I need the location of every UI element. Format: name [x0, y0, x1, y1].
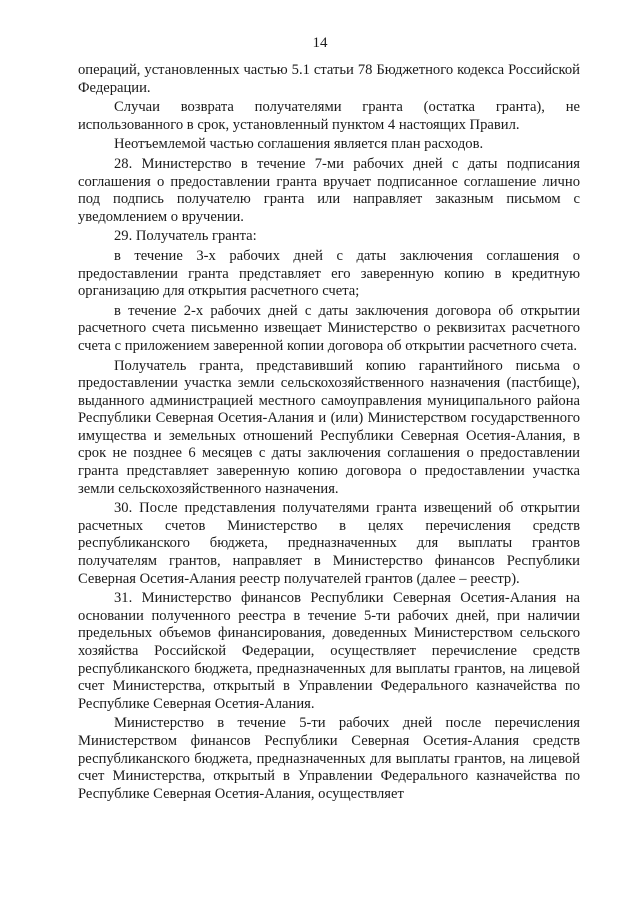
paragraph: 28. Министерство в течение 7-ми рабочих дней с даты подписания соглашения о предоставлении гранта вручает подписанное соглашение лично под подпись получателю гранта или направляет заказным письмом с уведомлением о вручении.	[78, 155, 580, 225]
paragraph: Министерство в течение 5-ти рабочих дней после перечисления Министерством финансов Республики Северная Осетия-Алания средств республиканского бюджета, предназначенных для выплаты грантов, на лицевой счет Министерства, открытый в Управлении Федерального казначейства по Республике Северная Осетия-Алания, осуществляет	[78, 715, 580, 802]
paragraph: 29. Получатель гранта:	[114, 228, 257, 245]
paragraph: в течение 3-х рабочих дней с даты заключения соглашения о предоставлении гранта представляет его заверенную копию в кредитную организацию для открытия расчетного счета;	[78, 247, 580, 300]
document-body	[78, 62, 580, 803]
paragraph: Получатель гранта, представивший копию гарантийного письма о предоставлении участка земли сельскохозяйственного назначения (пастбище), выданного администрацией местного самоуправления муниципального района Республики Северная Осетия-Алания и (или) Министерством государственного имущества и земельных отношений Республики Северная Осетия-Алания, в срок не позднее 6 месяцев с даты заключения соглашения о предоставлении гранта представляет заверенную копию договора о предоставлении участка земли сельскохозяйственного назначения.	[78, 357, 580, 497]
paragraph: 31. Министерство финансов Республики Северная Осетия-Алания на основании полученного реестра в течение 5-ти рабочих дней, при наличии предельных объемов финансирования, доведенных Министерством сельского хозяйства Российской Федерации, осуществляет перечисление средств республиканского бюджета, предназначенных для выплаты грантов, на лицевой счет Министерства, открытый в Управлении Федерального казначейства по Республике Северная Осетия-Алания.	[78, 590, 580, 712]
paragraph: 30. После представления получателями гранта извещений об открытии расчетных счетов Министерство в целях перечисления средств республиканского бюджета, предназначенных для выплаты грантов получателям грантов, направляет в Министерство финансов Республики Северная Осетия-Алания реестр получателей грантов (далее – реестр).	[78, 500, 580, 587]
paragraph: Неотъемлемой частью соглашения является план расходов.	[114, 136, 484, 153]
paragraph: Случаи возврата получателями гранта (остатка гранта), не использованного в срок, установленный пунктом 4 настоящих Правил.	[78, 99, 580, 133]
paragraph: в течение 2-х рабочих дней с даты заключения договора об открытии расчетного счета письменно извещает Министерство о реквизитах расчетного счета с приложением заверенной копии договора об открытии расчетного счета.	[78, 302, 580, 354]
paragraph: операций, установленных частью 5.1 статьи 78 Бюджетного кодекса Российской Федерации.	[78, 62, 580, 96]
page-number: 14	[312, 35, 328, 51]
